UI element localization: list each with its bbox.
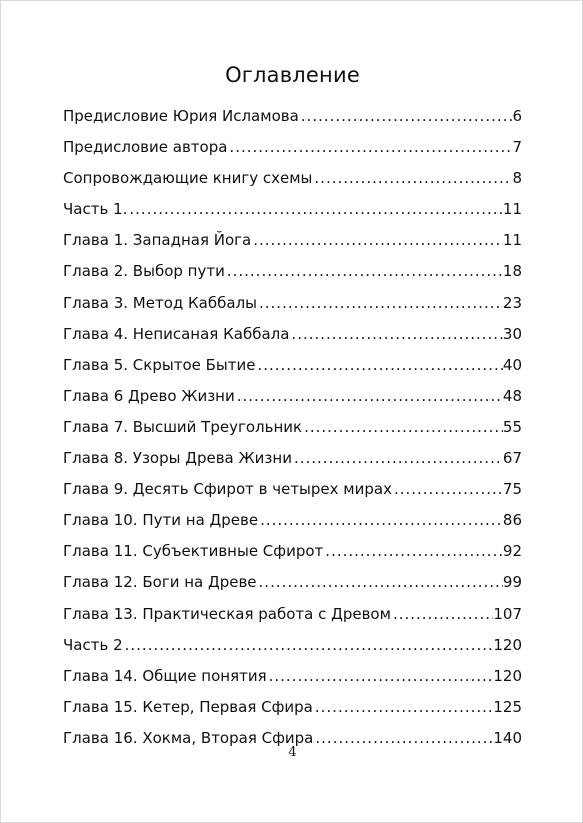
toc-entry bbox=[63, 319, 522, 350]
toc-entry-page: 99 bbox=[502, 573, 522, 592]
toc-entry-label: Глава 6 Древо Жизни bbox=[63, 386, 235, 405]
dot-leader bbox=[123, 630, 494, 661]
toc-entry bbox=[63, 661, 522, 692]
toc-entry bbox=[63, 412, 522, 443]
toc-entry-page: 18 bbox=[502, 262, 522, 281]
toc-entry-label: Глава 8. Узоры Древа Жизни bbox=[63, 449, 292, 468]
toc-entry-page: 125 bbox=[493, 697, 522, 716]
toc-entry-page: 55 bbox=[502, 417, 522, 436]
toc-entry-label: Глава 2. Выбор пути bbox=[63, 262, 225, 281]
toc-entry-page: 120 bbox=[493, 635, 522, 654]
toc-entry-label: Часть 1. bbox=[63, 200, 128, 219]
toc-entry-label: Глава 1. Западная Йога bbox=[63, 231, 252, 250]
toc-entry-label: Глава 10. Пути на Древе bbox=[63, 511, 259, 530]
toc-entry bbox=[63, 443, 522, 474]
toc-entry-page: 107 bbox=[493, 604, 522, 623]
toc-entry-label: Глава 9. Десять Сфирот в четырех мирах bbox=[63, 480, 392, 499]
toc-entry-page: 67 bbox=[502, 449, 522, 468]
toc-entry bbox=[63, 630, 522, 661]
dot-leader bbox=[313, 692, 493, 723]
toc-entry-page: 23 bbox=[502, 293, 522, 312]
toc-entry bbox=[63, 474, 522, 505]
dot-leader bbox=[392, 474, 503, 505]
toc-entry-label: Сопровождающие книгу схемы bbox=[63, 169, 313, 188]
dot-leader bbox=[299, 101, 513, 132]
toc-entry-label: Глава 4. Неписаная Каббала bbox=[63, 324, 290, 343]
toc-entry-page: 48 bbox=[502, 386, 522, 405]
dot-leader bbox=[323, 536, 503, 567]
toc-entry-page: 86 bbox=[502, 511, 522, 530]
toc-entry bbox=[63, 288, 522, 319]
toc-entry bbox=[63, 381, 522, 412]
toc-entry bbox=[63, 505, 522, 536]
toc-entry-page: 40 bbox=[502, 355, 522, 374]
toc-entry bbox=[63, 101, 522, 132]
toc-entry-label: Глава 15. Кетер, Первая Сфира bbox=[63, 697, 313, 716]
page-number: 4 bbox=[288, 745, 297, 760]
page-title: Оглавление bbox=[225, 63, 360, 87]
dot-leader bbox=[258, 505, 503, 536]
toc-entry-page: 11 bbox=[502, 231, 522, 250]
toc-entry-page: 92 bbox=[502, 542, 522, 561]
toc-entry-label: Глава 12. Боги на Древе bbox=[63, 573, 257, 592]
dot-leader bbox=[391, 599, 493, 630]
toc-entry bbox=[63, 132, 522, 163]
dot-leader bbox=[257, 288, 503, 319]
toc-entry-label: Глава 11. Субъективные Сфирот bbox=[63, 542, 324, 561]
toc-entry-page: 120 bbox=[493, 666, 522, 685]
toc-entry bbox=[63, 567, 522, 598]
dot-leader bbox=[302, 412, 503, 443]
dot-leader bbox=[251, 225, 503, 256]
toc-entry-page: 75 bbox=[502, 480, 522, 499]
dot-leader bbox=[235, 381, 503, 412]
dot-leader bbox=[292, 443, 503, 474]
toc-entry-page: 8 bbox=[512, 169, 522, 188]
toc-entry-label: Предисловие Юрия Исламова bbox=[63, 107, 299, 125]
dot-leader bbox=[257, 567, 503, 598]
dot-leader bbox=[267, 661, 494, 692]
dot-leader bbox=[289, 319, 502, 350]
dot-leader bbox=[255, 350, 502, 381]
toc-entry-page: 7 bbox=[512, 138, 522, 157]
dot-leader bbox=[312, 163, 512, 194]
toc-entry-label: Глава 3. Метод Каббалы bbox=[63, 293, 257, 312]
toc-entry bbox=[63, 599, 522, 630]
toc-entry-label: Глава 5. Скрытое Бытие bbox=[63, 355, 256, 374]
dot-leader bbox=[225, 256, 503, 287]
toc-entry-label: Глава 13. Практическая работа с Древом bbox=[63, 604, 391, 623]
toc-entry-label: Глава 7. Высший Треугольник bbox=[63, 417, 303, 436]
toc-entry-label: Предисловие автора bbox=[63, 138, 228, 157]
dot-leader bbox=[227, 132, 512, 163]
toc-entry bbox=[63, 163, 522, 194]
table-of-contents bbox=[63, 101, 522, 754]
toc-entry bbox=[63, 194, 522, 225]
toc-entry bbox=[63, 692, 522, 723]
toc-entry-page: 30 bbox=[502, 324, 522, 343]
toc-entry bbox=[63, 225, 522, 256]
toc-entry-label: Глава 14. Общие понятия bbox=[63, 666, 267, 685]
toc-entry bbox=[63, 256, 522, 287]
dot-leader bbox=[127, 194, 503, 225]
toc-entry-label: Часть 2 bbox=[63, 635, 123, 654]
toc-entry bbox=[63, 536, 522, 567]
toc-entry-page: 140 bbox=[493, 728, 522, 747]
toc-entry-page: 6 bbox=[512, 107, 522, 125]
toc-entry-label: Глава 16. Хокма, Вторая Сфира bbox=[63, 728, 314, 747]
toc-entry-page: 11 bbox=[502, 200, 522, 219]
toc-entry bbox=[63, 350, 522, 381]
